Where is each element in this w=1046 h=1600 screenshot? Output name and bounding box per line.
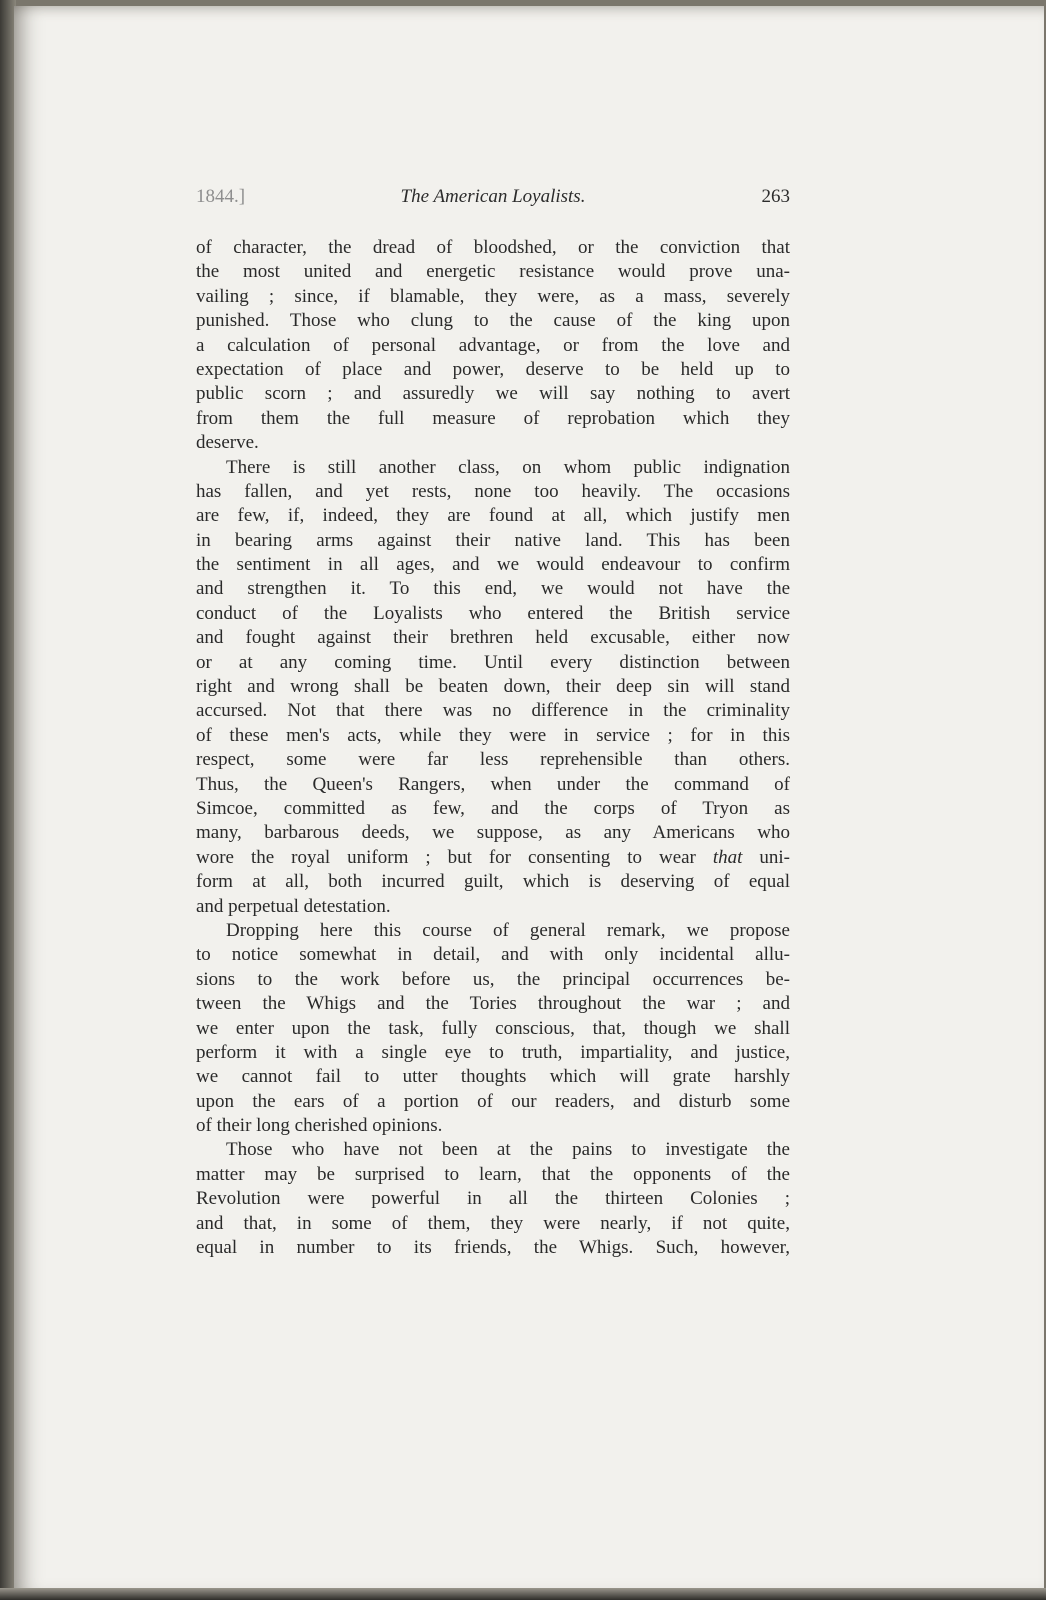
- text-line: of these men's acts, while they were in service ; for in this: [196, 724, 790, 746]
- text-line: in bearing arms against their native land. This has been: [196, 529, 790, 551]
- running-header: [196, 186, 790, 214]
- text-line: punished. Those who clung to the cause of the king upon: [196, 310, 790, 332]
- text-line: from them the full measure of reprobation which they: [196, 407, 790, 429]
- text-line: Those who have not been at the pains to investigate the: [226, 1139, 790, 1161]
- header-year: 1844.]: [196, 186, 246, 207]
- text-line: to notice somewhat in detail, and with only incidental allu-: [196, 944, 790, 966]
- text-line: and perpetual detestation.: [196, 895, 391, 917]
- text-line: expectation of place and power, deserve to be held up to: [196, 358, 790, 380]
- book-bottom-edge: [0, 1588, 1046, 1600]
- text-line: vailing ; since, if blamable, they were, as a mass, severely: [196, 285, 790, 307]
- paragraph: [196, 1138, 790, 1260]
- text-line: [196, 846, 790, 870]
- text-line: equal in number to its friends, the Whigs. Such, however,: [196, 1237, 790, 1259]
- text-line: tween the Whigs and the Tories throughout the war ; and: [196, 993, 790, 1015]
- paragraph: [196, 236, 790, 456]
- paragraph: [196, 456, 790, 919]
- text-line: of character, the dread of bloodshed, or the conviction that: [196, 237, 790, 258]
- header-title: The American Loyalists.: [400, 186, 586, 207]
- text-line: respect, some were far less reprehensible than others.: [196, 749, 790, 771]
- text-line: sions to the work before us, the principal occurrences be-: [196, 968, 790, 990]
- text-line: matter may be surprised to learn, that the opponents of the: [196, 1163, 790, 1185]
- text-line: we enter upon the task, fully conscious, that, though we shall: [196, 1017, 790, 1039]
- text-line: Simcoe, committed as few, and the corps of Tryon as: [196, 797, 790, 819]
- text-line: are few, if, indeed, they are found at all, which justify men: [196, 505, 790, 527]
- paragraph: [196, 919, 790, 1139]
- text-segment: wore the royal uniform ; but for consenting to wear: [196, 846, 713, 868]
- text-line: and strengthen it. To this end, we would not have the: [196, 578, 790, 600]
- text-line: the sentiment in all ages, and we would endeavour to confirm: [196, 554, 790, 576]
- text-line: a calculation of personal advantage, or from the love and: [196, 334, 790, 356]
- text-line: public scorn ; and assuredly we will say nothing to avert: [196, 383, 790, 405]
- text-line: and that, in some of them, they were nearly, if not quite,: [196, 1212, 790, 1234]
- text-line: accursed. Not that there was no difference in the criminality: [196, 700, 790, 722]
- text-line: Revolution were powerful in all the thirteen Colonies ;: [196, 1188, 790, 1210]
- text-line: right and wrong shall be beaten down, their deep sin will stand: [196, 676, 790, 698]
- page-body-text: [196, 236, 790, 1260]
- text-line: of their long cherished opinions.: [196, 1115, 443, 1137]
- text-line: Dropping here this course of general remark, we propose: [226, 919, 790, 941]
- page-number: 263: [761, 186, 790, 207]
- text-line: form at all, both incurred guilt, which is deserving of equal: [196, 871, 790, 893]
- text-line: the most united and energetic resistance would prove una-: [196, 261, 790, 283]
- text-line: and fought against their brethren held excusable, either now: [196, 627, 790, 649]
- text-line: many, barbarous deeds, we suppose, as any Americans who: [196, 822, 790, 844]
- text-segment: uni-: [742, 846, 790, 868]
- text-line: conduct of the Loyalists who entered the British service: [196, 602, 790, 624]
- text-line: There is still another class, on whom public indignation: [226, 456, 790, 478]
- text-line: Thus, the Queen's Rangers, when under the command of: [196, 773, 790, 795]
- text-line: we cannot fail to utter thoughts which will grate harshly: [196, 1066, 790, 1088]
- text-line: deserve.: [196, 432, 259, 454]
- text-line: upon the ears of a portion of our readers, and disturb some: [196, 1090, 790, 1112]
- text-line: perform it with a single eye to truth, impartiality, and justice,: [196, 1041, 790, 1063]
- italic-word: that: [712, 846, 743, 868]
- text-line: or at any coming time. Until every distinction between: [196, 651, 790, 673]
- text-line: has fallen, and yet rests, none too heavily. The occasions: [196, 480, 790, 502]
